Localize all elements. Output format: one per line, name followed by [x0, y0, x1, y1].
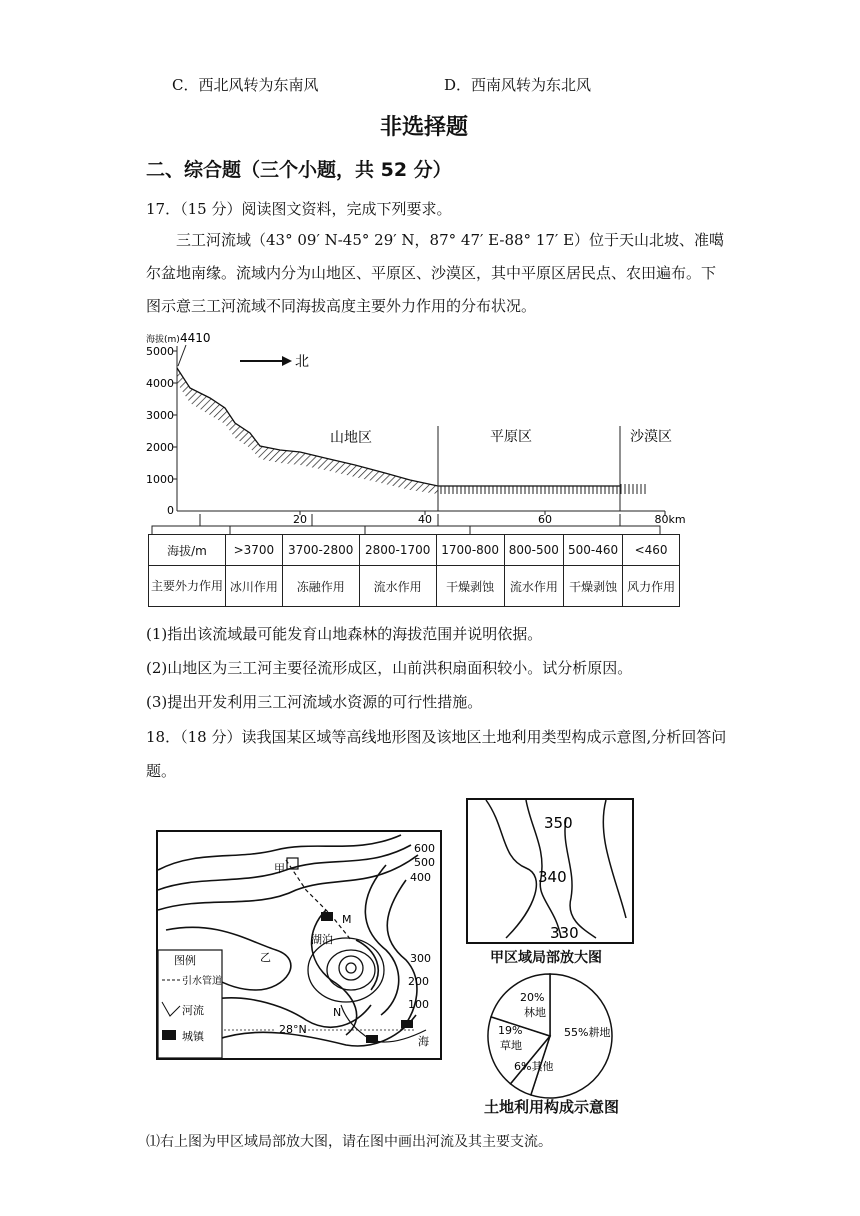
q18-sub1: ⑴右上图为甲区域局部放大图，请在图中画出河流及其主要支流。	[146, 1134, 552, 1150]
enlarge-contour-340: 340	[538, 868, 567, 886]
table-cell: >3700	[226, 535, 283, 566]
legend-town: 城镇	[182, 1030, 204, 1043]
map-label-jia: 甲	[274, 862, 285, 875]
ytick-5000: 5000	[146, 345, 174, 358]
q17-paragraph-line3: 图示意三工河流域不同海拔高度主要外力作用的分布状况。	[146, 297, 537, 315]
xtick-80km: 80km	[654, 513, 686, 526]
q17-sub1: (1)指出该流域最可能发育山地森林的海拔范围并说明依据。	[146, 625, 543, 643]
profile-table-connector	[140, 512, 700, 536]
table-cell: 3700-2800	[282, 535, 359, 566]
section-title: 非选择题	[380, 115, 469, 140]
legend-river: 河流	[182, 1004, 204, 1017]
table-cell: 800-500	[504, 535, 563, 566]
choice-c: C．西北风转为东南风	[172, 76, 319, 94]
xtick-20: 20	[293, 513, 307, 526]
pie-label-other: 6%其他	[514, 1060, 554, 1073]
q18-stem-line1: 18．（18 分）读我国某区域等高线地形图及该地区土地利用类型构成示意图,分析回答问	[146, 728, 727, 746]
table-cell: 2800-1700	[359, 535, 436, 566]
ytick-3000: 3000	[146, 409, 174, 422]
ytick-0: 0	[167, 504, 174, 517]
q17-paragraph-line1: 三工河流域（43° 09′ N-45° 29′ N，87° 47′ E-88° 17′ E）位于天山北坡、准噶	[176, 231, 725, 249]
map-label-n: N	[333, 1006, 342, 1019]
region-plain-label: 平原区	[490, 429, 532, 445]
q17-stem: 17．（15 分）阅读图文资料，完成下列要求。	[146, 200, 452, 218]
contour-200: 200	[408, 975, 429, 988]
pie-label-grass: 草地	[500, 1039, 522, 1052]
region-desert-label: 沙漠区	[630, 429, 672, 445]
contour-300: 300	[410, 952, 431, 965]
pie-caption: 土地利用构成示意图	[484, 1098, 620, 1116]
profile-ylabel: 海拔(m)	[146, 335, 180, 345]
profile-peak-label: 4410	[180, 331, 211, 345]
peak-pointer	[178, 345, 186, 366]
q17-paragraph-line2: 尔盆地南缘。流域内分为山地区、平原区、沙漠区，其中平原区居民点、农田遍布。下	[146, 264, 717, 282]
pie-label-forest-pct: 20%	[520, 991, 545, 1004]
table-cell: 冰川作用	[226, 566, 283, 607]
table-cell: 冻融作用	[282, 566, 359, 607]
table-cell: <460	[623, 535, 680, 566]
map-label-latitude: 28°N	[279, 1023, 307, 1036]
ytick-1000: 1000	[146, 473, 174, 486]
q18-stem-line2: 题。	[146, 762, 177, 780]
ytick-2000: 2000	[146, 441, 174, 454]
map-label-sea: 海	[418, 1035, 429, 1048]
contour-500: 500	[414, 856, 435, 869]
mountain-hatch	[177, 368, 438, 494]
contour-map	[156, 830, 442, 1060]
enlarge-contour-350: 350	[544, 814, 573, 832]
section-heading: 二、综合题（三个小题，共 52 分）	[146, 159, 452, 181]
enlarge-contour-330: 330	[550, 924, 579, 942]
table-cell: 干燥剥蚀	[436, 566, 504, 607]
table-cell: 干燥剥蚀	[563, 566, 622, 607]
legend-town-icon	[162, 1030, 176, 1040]
table-row-altitude	[149, 535, 680, 566]
table-cell: 流水作用	[504, 566, 563, 607]
table-header-process: 主要外力作用	[149, 566, 226, 607]
region-mountain-label: 山地区	[330, 430, 372, 446]
xtick-60: 60	[538, 513, 552, 526]
enlarged-area-map	[466, 798, 634, 944]
contour-600: 600	[414, 842, 435, 855]
legend-title: 图例	[174, 954, 196, 967]
pie-label-forest: 林地	[524, 1006, 546, 1019]
contour-400: 400	[410, 871, 431, 884]
map-label-lake: 湖泊	[311, 933, 333, 946]
table-cell: 500-460	[563, 535, 622, 566]
north-arrow-icon	[282, 356, 292, 366]
choice-d: D．西南风转为东北风	[444, 76, 592, 94]
terrain-profile-line	[177, 368, 620, 486]
elevation-profile-figure	[140, 328, 700, 528]
plain-hatch	[438, 486, 620, 494]
table-cell: 风力作用	[623, 566, 680, 607]
xtick-40: 40	[418, 513, 432, 526]
pie-label-grass-pct: 19%	[498, 1024, 523, 1037]
table-header-altitude: 海拔/m	[149, 535, 226, 566]
q17-sub3: (3)提出开发利用三工河流域水资源的可行性措施。	[146, 693, 483, 711]
desert-hatch	[620, 484, 648, 494]
contour-100: 100	[408, 998, 429, 1011]
ytick-4000: 4000	[146, 377, 174, 390]
north-label: 北	[295, 354, 309, 370]
map-label-m: M	[342, 913, 352, 926]
legend-pipe: 引水管道	[182, 976, 222, 987]
altitude-process-table	[148, 534, 680, 607]
table-cell: 流水作用	[359, 566, 436, 607]
map-label-yi: 乙	[260, 951, 271, 964]
table-cell: 1700-800	[436, 535, 504, 566]
pie-label-farmland: 55%耕地	[564, 1026, 611, 1039]
enlarge-caption: 甲区域局部放大图	[490, 950, 602, 966]
land-use-pie	[480, 966, 620, 1106]
table-row-process	[149, 566, 680, 607]
q17-sub2: (2)山地区为三工河主要径流形成区，山前洪积扇面积较小。试分析原因。	[146, 659, 633, 677]
